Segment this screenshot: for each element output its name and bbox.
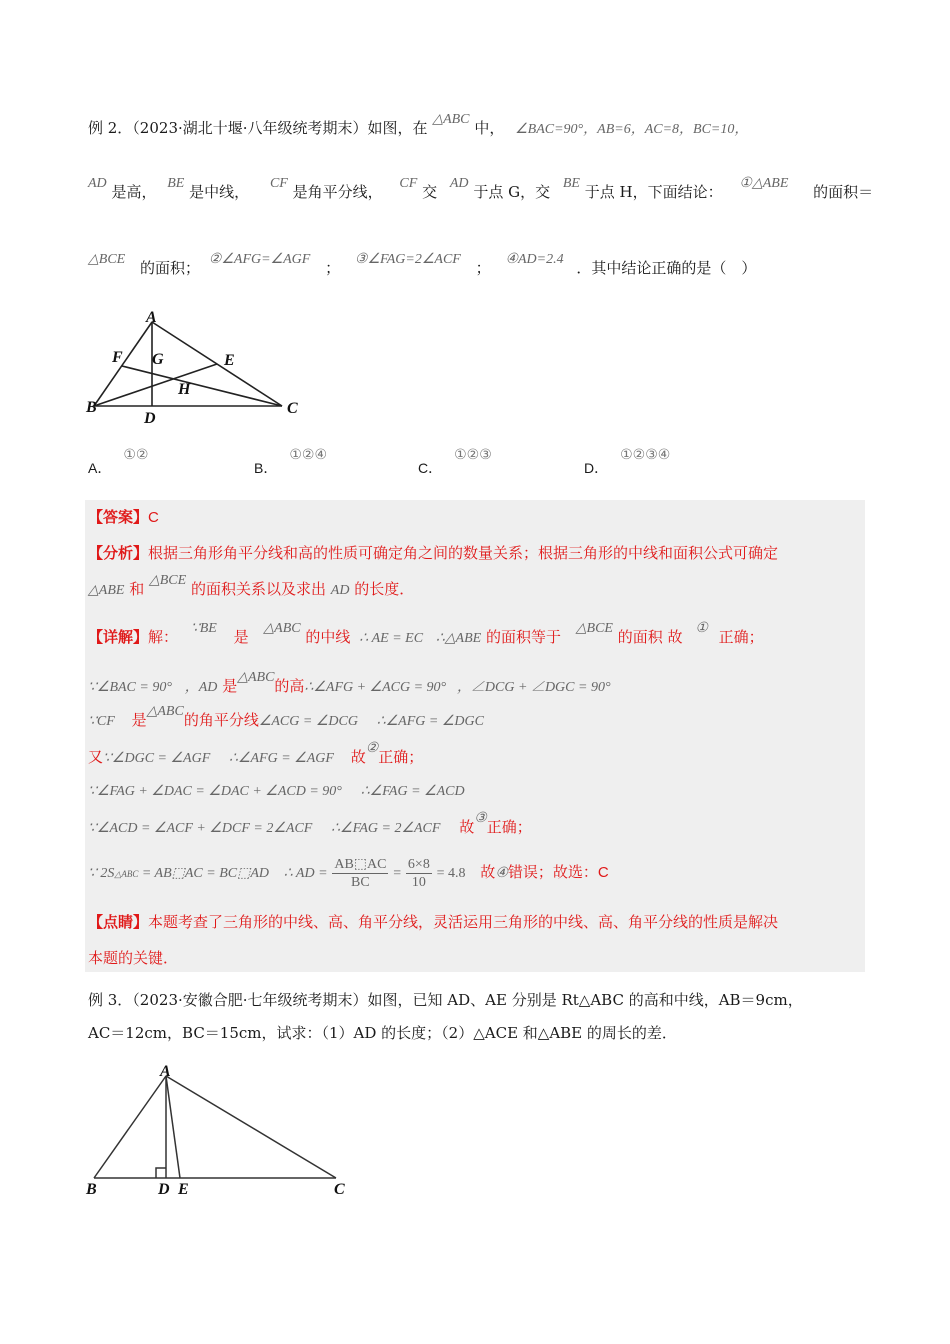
option-c[interactable]: C．①②③ [418,447,492,476]
detail-line-1: 【详解】解： ∵BE 是 △ABC 的中线 ∴ AE = EC ∴△ABE 的面积等于 △BCE 的面积 故 ① 正确； [88,621,764,646]
side-ac [166,1076,336,1178]
ex3-triangle-figure [82,1060,362,1200]
label-d: D [144,410,156,427]
median-ae [166,1076,180,1178]
label-c: C [334,1181,345,1198]
fraction-2: $\frac{6\times 8}{10}$ [407,856,430,890]
label-b: B [86,399,97,416]
analysis-line-2: △ABE 和 △BCE 的面积关系以及求出 AD 的长度． [88,573,415,598]
label-a: A [146,309,157,326]
comment-line-1: 【点睛】本题考查了三角形的中线、高、角平分线，灵活运用三角形的中线、高、角平分线的性质是解决 [88,913,779,931]
option-b[interactable]: B．①②④ [254,447,327,476]
label-e: E [178,1181,189,1198]
ex3-line-2: AC＝12cm，BC＝15cm，试求：（1）AD 的长度；（2）△ACE 和△ABE 的周长的差． [88,1024,677,1042]
option-d[interactable]: D．①②③④ [584,447,671,476]
detail-line-4: 又∵∠DGC = ∠AGF ∴∠AFG = ∠AGF 故②正确； [88,741,424,766]
label-b: B [86,1181,97,1198]
ex2-triangle-figure [82,304,322,428]
answer-line: 【答案】C [88,508,159,526]
label-d: D [158,1181,170,1198]
ex3-line-1: 例 3．（2023·安徽合肥·七年级统考期末）如图，已知 AD、AE 分别是 Rt△ABC 的高和中线，AB＝9cm， [88,991,803,1009]
side-ab [94,322,152,406]
solution-box [85,500,865,972]
analysis-line-1: 【分析】根据三角形角平分线和高的性质可确定角之间的数量关系；根据三角形的中线和面积公式可确定 [88,544,779,562]
detail-line-5: ∵∠FAG + ∠DAC = ∠DAC + ∠ACD = 90° ∴∠FAG = ∠ACD [88,784,465,799]
label-e: E [224,352,235,369]
fraction-1: $\frac{AB⬚AC}{BC}$ [334,856,387,890]
ex2-line-1: 例 2．（2023·湖北十堰·八年级统考期末）如图，在 △ABC 中， ∠BAC=90°，AB=6，AC=8，BC=10， [88,112,749,137]
ex2-line-2: AD 是高， BE 是中线， CF 是角平分线， CF 交 AD 于点 G，交 BE 于点 H，下面结论： ①△ABE 的面积＝ [88,176,874,201]
label-f: F [112,349,123,366]
right-angle-mark [156,1168,166,1178]
side-ab [94,1076,166,1178]
detail-line-3: ∵CF 是△ABC的角平分线∠ACG = ∠DCG ∴∠AFG = ∠DGC [88,704,484,729]
ex2-line-3: △BCE 的面积； ②∠AFG=∠AGF ； ③∠FAG=2∠ACF ； ④AD=2.4 ．其中结论正确的是（ ） [88,252,757,277]
label-h: H [178,381,191,398]
detail-line-6: ∵∠ACD = ∠ACF + ∠DCF = 2∠ACF ∴∠FAG = 2∠ACF 故③正确； [88,811,532,836]
detail-line-2: ∵∠BAC = 90° ，AD 是△ABC的高∴∠AFG + ∠ACG = 90° ，∠DCG + ∠DGC = 90° [88,670,611,695]
bisector-cf [122,366,282,406]
label-a: A [160,1063,171,1080]
detail-line-7: ∵ 2S△ABC = AB⬚AC = BC⬚AD ∴ AD = $\frac{AB⬚AC}{BC}$ = $\frac{6\times 8}{10}$ = 4.8 故④错误；故选：C [88,856,609,890]
option-a[interactable]: A．①② [88,447,149,476]
label-g: G [152,351,164,368]
comment-line-2: 本题的关键． [88,949,179,967]
label-c: C [287,400,298,417]
